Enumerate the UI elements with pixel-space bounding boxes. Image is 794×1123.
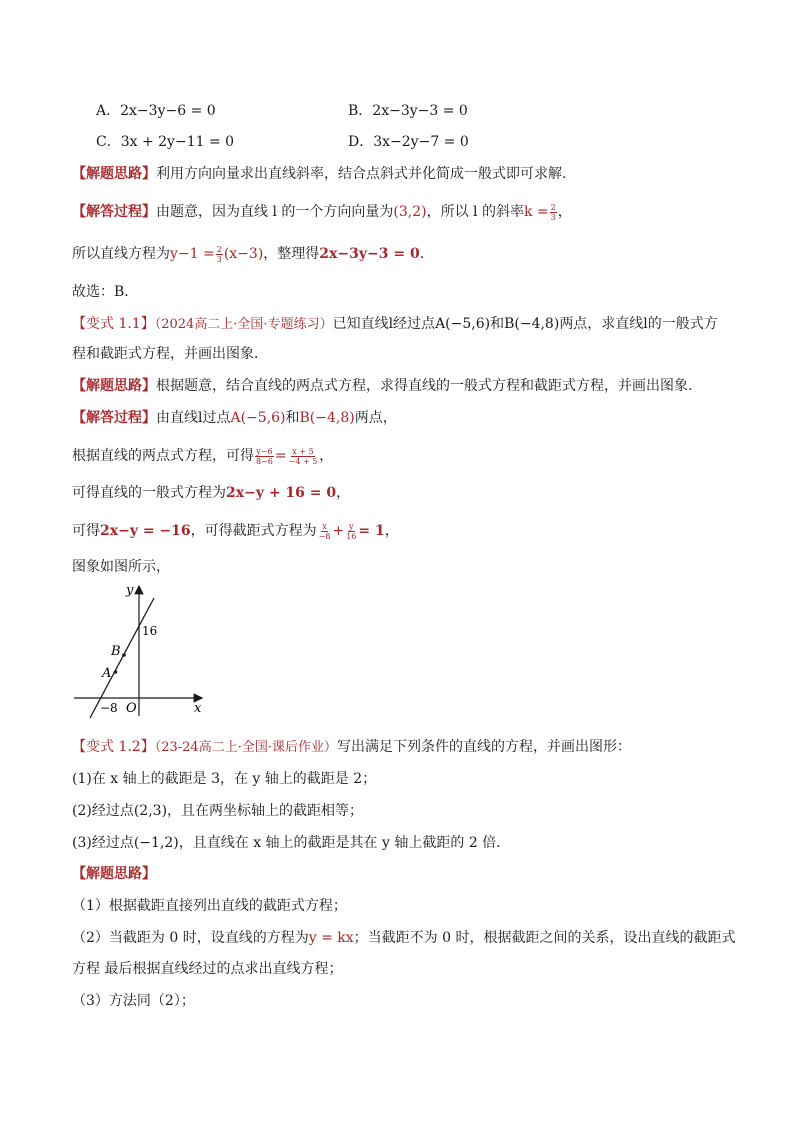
equation-fraction xyxy=(216,245,223,264)
slope-fraction xyxy=(550,203,557,222)
intercept-form-line xyxy=(72,521,399,541)
option-a-equation: 2x−3y−6 = 0 xyxy=(120,103,216,119)
condition-text: (3)经过点 xyxy=(72,835,134,851)
question-text: 写出满足下列条件的直线的方程，并画出图形： xyxy=(336,739,631,755)
fraction-numerator: 2 xyxy=(216,244,222,254)
point-b-label: B xyxy=(111,644,121,659)
step-text: ；当截距不为 0 时，根据截距之间的关系，设出直线的截距式 xyxy=(353,930,736,946)
variant-source: （23-24高二上·全国·课后作业） xyxy=(154,740,337,755)
condition-text: (2)经过点 xyxy=(72,803,134,819)
option-d xyxy=(348,132,469,152)
fraction-numerator: x + 5 xyxy=(292,446,314,456)
condition-3 xyxy=(72,833,510,853)
idea-step-2-cont: 方程 最后根据直线经过的点求出直线方程； xyxy=(72,961,343,977)
plotted-line xyxy=(90,598,154,718)
question-text: 已知直线l经过点 xyxy=(332,316,436,332)
y-axis-label: y xyxy=(126,583,134,598)
variant-1-2-idea-tag xyxy=(72,864,156,884)
solution-process-tag: 【解答过程】 xyxy=(72,204,156,220)
equation-part: (x−3) xyxy=(223,246,264,262)
process-text: 可得直线的一般式方程为 xyxy=(72,485,226,501)
two-point-form-line xyxy=(72,446,333,466)
condition-text: ，且在两坐标轴上的截距相等； xyxy=(167,803,364,819)
point-a: A(−5,6) xyxy=(230,410,286,426)
q1-idea-line xyxy=(72,164,566,184)
variant-tag: 【变式 1.1】 xyxy=(72,316,155,332)
condition-1: (1)在 x 轴上的截距是 3，在 y 轴上的截距是 2； xyxy=(72,771,377,787)
point-a-label: A xyxy=(102,666,112,681)
solution-idea-tag: 【解题思路】 xyxy=(72,378,156,394)
idea-step-2 xyxy=(72,928,735,948)
process-text: ，可得截距式方程为 xyxy=(190,523,317,539)
intercept-fraction-x xyxy=(318,522,332,541)
process-text: 可得 xyxy=(72,523,100,539)
process-text: 和 xyxy=(285,410,300,426)
point-a-dot xyxy=(114,670,118,674)
plus-sign: + xyxy=(332,523,345,539)
x-intercept-label: −8 xyxy=(100,701,118,715)
option-c-equation: 3x + 2y−11 = 0 xyxy=(120,134,235,150)
punctuation: ， xyxy=(557,204,572,220)
line-text: ，整理得 xyxy=(263,246,320,262)
punctuation: ， xyxy=(336,485,351,501)
punctuation: ， xyxy=(384,523,399,539)
punctuation: ， xyxy=(319,448,334,464)
punctuation: . xyxy=(419,246,425,262)
condition-2 xyxy=(72,801,363,821)
fraction-numerator: y xyxy=(349,521,354,531)
option-b xyxy=(348,101,468,121)
solution-idea-tag: 【解题思路】 xyxy=(72,866,156,882)
variant-1-1-idea xyxy=(72,376,692,396)
option-a xyxy=(96,101,216,121)
step-text: （2）当截距为 0 时，设直线的方程为 xyxy=(72,930,309,946)
fraction-denominator: −8 xyxy=(318,531,331,541)
line-graph xyxy=(66,580,216,720)
variant-1-1-question xyxy=(72,314,718,335)
variant-1-1-question-cont: 程和截距式方程，并画出图象． xyxy=(72,346,268,362)
q1-process-line xyxy=(72,202,572,222)
origin-label: O xyxy=(126,701,137,716)
process-text: 由直线l过点 xyxy=(156,410,231,426)
condition-point: (2,3) xyxy=(133,803,168,819)
final-equation: 2x−3y−3 = 0 xyxy=(319,246,420,262)
point-a: A(−5,6) xyxy=(435,316,491,332)
y-intercept-label: 16 xyxy=(142,624,158,638)
variant-1-1-process xyxy=(72,408,397,428)
option-b-equation: 2x−3y−3 = 0 xyxy=(372,103,468,119)
intercept-fraction-y xyxy=(345,522,357,541)
equation-part: 2x−y = −16 xyxy=(100,523,191,539)
line-text: 所以直线方程为 xyxy=(72,246,170,262)
process-text: 两点， xyxy=(354,410,397,426)
point-b-dot xyxy=(122,653,126,657)
two-point-fraction-right xyxy=(288,447,319,466)
two-point-fraction-left xyxy=(255,447,274,466)
equation-part: y−1 = xyxy=(170,246,215,262)
process-text: 由题意，因为直线 l 的一个方向向量为 xyxy=(156,204,394,220)
step-equation: y = kx xyxy=(308,930,354,946)
x-axis-label: x xyxy=(194,701,202,716)
process-text: 根据直线的两点式方程，可得 xyxy=(72,448,254,464)
process-text: ，所以 l 的斜率 xyxy=(426,204,524,220)
direction-vector: (3,2) xyxy=(393,204,427,220)
general-form-line xyxy=(72,483,350,503)
variant-1-2-question xyxy=(72,737,631,758)
option-d-equation: 3x−2y−7 = 0 xyxy=(373,134,469,150)
solution-idea-text: 根据题意，结合直线的两点式方程，求得直线的一般式方程和截距式方程，并画出图象. xyxy=(156,378,693,394)
q1-line-equation xyxy=(72,244,424,264)
fraction-denominator: 3 xyxy=(550,212,556,222)
variant-source: （2024高二上·全国·专题练习） xyxy=(154,317,333,332)
idea-step-3: （3）方法同（2）； xyxy=(72,993,195,1009)
fraction-denominator: −4 + 5 xyxy=(288,456,318,466)
option-b-label: B． xyxy=(348,103,373,119)
question-text: 和 xyxy=(490,316,505,332)
variant-tag: 【变式 1.2】 xyxy=(72,739,155,755)
fraction-numerator: 2 xyxy=(550,202,556,212)
idea-step-1: （1）根据截距直接列出直线的截距式方程； xyxy=(72,898,347,914)
fraction-denominator: 16 xyxy=(346,531,357,541)
general-equation: 2x−y + 16 = 0 xyxy=(226,485,337,501)
fraction-numerator: x xyxy=(322,521,327,531)
point-b: B(−4,8) xyxy=(299,410,355,426)
option-d-label: D． xyxy=(348,134,374,150)
q1-answer: 故选：B. xyxy=(72,284,129,300)
option-c xyxy=(96,132,234,152)
option-c-label: C． xyxy=(96,134,121,150)
option-a-label: A． xyxy=(96,103,121,119)
equation-part: = 1 xyxy=(358,523,385,539)
slope-symbol: k = xyxy=(523,204,549,220)
fraction-denominator: 3 xyxy=(216,254,222,264)
point-b: B(−4,8) xyxy=(504,316,560,332)
solution-idea-tag: 【解题思路】 xyxy=(72,166,156,182)
condition-text: ，且直线在 x 轴上的截距是其在 y 轴上截距的 2 倍． xyxy=(178,835,511,851)
condition-point: (−1,2) xyxy=(133,835,179,851)
equals-sign: = xyxy=(274,448,287,464)
solution-idea-text: 利用方向向量求出直线斜率，结合点斜式并化简成一般式即可求解. xyxy=(156,166,567,182)
question-text: 两点，求直线l的一般式方 xyxy=(559,316,718,332)
solution-process-tag: 【解答过程】 xyxy=(72,410,156,426)
fraction-numerator: y−6 xyxy=(256,446,273,456)
graph-caption: 图象如图所示， xyxy=(72,559,170,575)
fraction-denominator: 8−6 xyxy=(256,456,273,466)
